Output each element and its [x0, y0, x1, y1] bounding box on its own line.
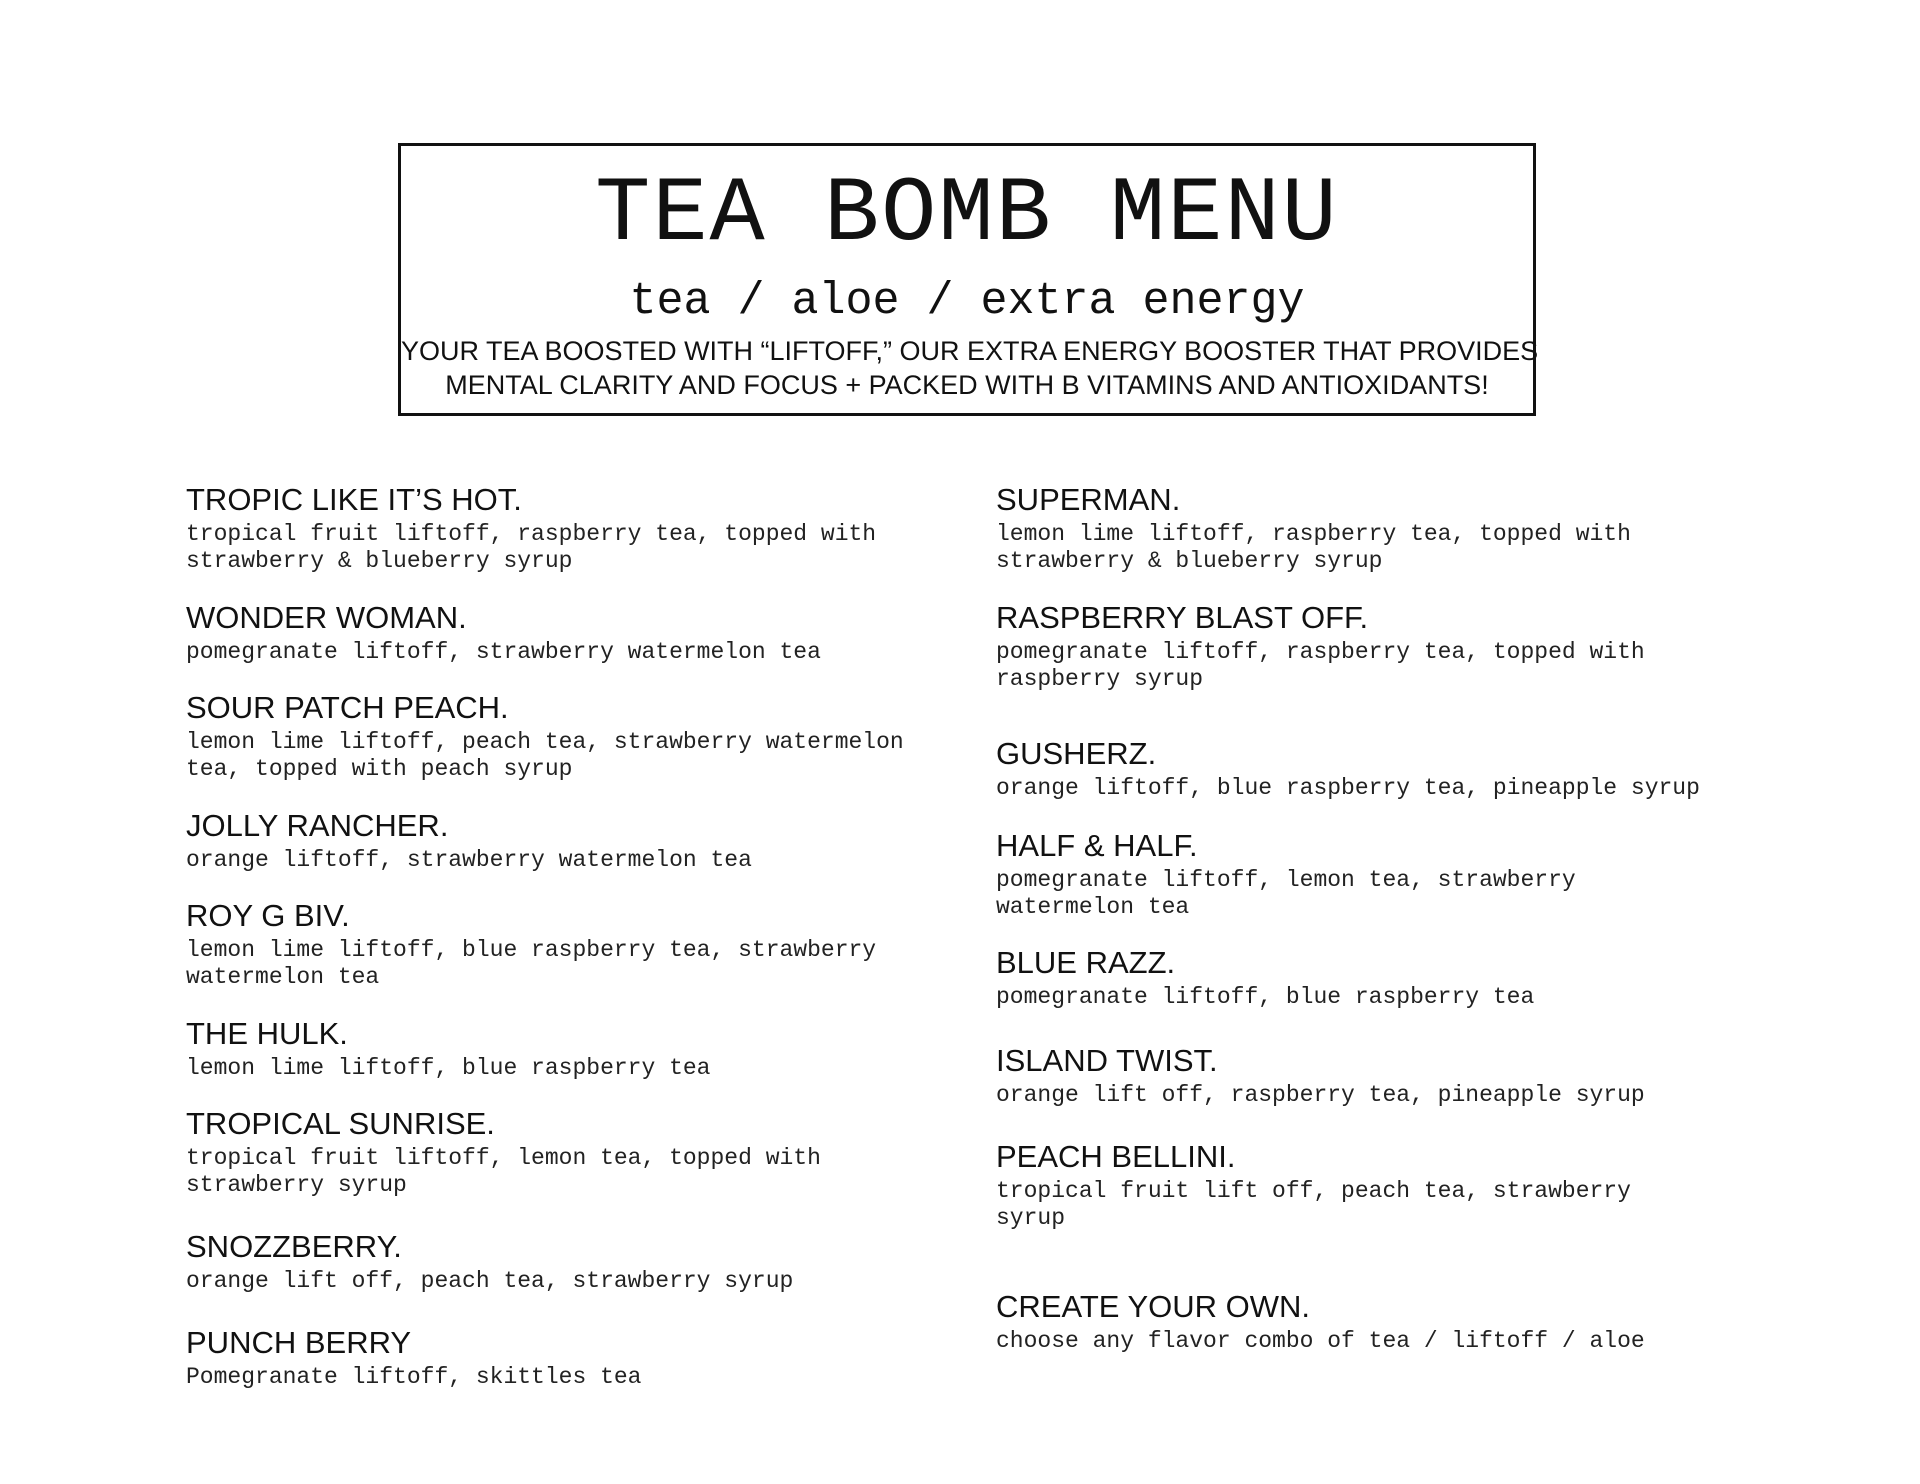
menu-item-name: HALF & HALF. — [996, 828, 1198, 863]
menu-item — [186, 1230, 966, 1295]
description-line: orange liftoff, blue raspberry tea, pineapple syrup — [996, 775, 1700, 801]
description-line: strawberry & blueberry syrup — [996, 548, 1383, 574]
menu-item — [996, 483, 1876, 575]
menu-item — [186, 601, 966, 666]
menu-item-description — [186, 1364, 966, 1391]
menu-item-description — [186, 1145, 966, 1199]
menu-item-name: TROPICAL SUNRISE. — [186, 1106, 495, 1141]
description-line: syrup — [996, 1205, 1066, 1231]
menu-item-description — [186, 847, 966, 874]
menu-item-name: PUNCH BERRY — [186, 1325, 412, 1360]
description-line: tea, topped with peach syrup — [186, 756, 573, 782]
description-line: orange lift off, peach tea, strawberry syrup — [186, 1268, 794, 1294]
description-line: lemon lime liftoff, blue raspberry tea, strawberry — [186, 937, 877, 963]
description-line: Pomegranate liftoff, skittles tea — [186, 1364, 642, 1390]
description-line: raspberry syrup — [996, 666, 1204, 692]
menu-item — [996, 737, 1876, 802]
menu-item-description — [996, 1178, 1876, 1232]
menu-item — [186, 899, 966, 991]
menu-item-name: TROPIC LIKE IT’S HOT. — [186, 482, 522, 517]
menu-item — [186, 809, 966, 874]
tagline-line-2: MENTAL CLARITY AND FOCUS + PACKED WITH B VITAMINS AND ANTIOXIDANTS! — [445, 370, 1489, 400]
description-line: strawberry & blueberry syrup — [186, 548, 573, 574]
tagline-line-1: YOUR TEA BOOSTED WITH “LIFTOFF,” OUR EXTRA ENERGY BOOSTER THAT PROVIDES — [401, 336, 1539, 366]
menu-item-description — [996, 521, 1876, 575]
menu-item — [996, 1140, 1876, 1232]
menu-item — [186, 1017, 966, 1082]
menu-item-name: JOLLY RANCHER. — [186, 808, 449, 843]
menu-item — [186, 483, 966, 575]
menu-item-description — [996, 639, 1876, 693]
menu-item — [996, 829, 1876, 921]
description-line: watermelon tea — [996, 894, 1190, 920]
menu-item-description — [186, 937, 966, 991]
description-line: watermelon tea — [186, 964, 380, 990]
description-line: pomegranate liftoff, blue raspberry tea — [996, 984, 1535, 1010]
menu-item — [996, 601, 1876, 693]
menu-item-name: BLUE RAZZ. — [996, 945, 1176, 980]
menu-item-description — [996, 1082, 1876, 1109]
description-line: tropical fruit lift off, peach tea, strawberry — [996, 1178, 1631, 1204]
menu-item-name: RASPBERRY BLAST OFF. — [996, 600, 1369, 635]
description-line: pomegranate liftoff, lemon tea, strawberry — [996, 867, 1576, 893]
menu-item-name: ISLAND TWIST. — [996, 1043, 1218, 1078]
description-line: orange lift off, raspberry tea, pineapple syrup — [996, 1082, 1645, 1108]
menu-header-box — [398, 143, 1539, 416]
menu-item-description — [186, 1268, 966, 1295]
description-line: lemon lime liftoff, peach tea, strawberry watermelon — [186, 729, 904, 755]
description-line: choose any flavor combo of tea / liftoff / aloe — [996, 1328, 1645, 1354]
menu-item-name: SUPERMAN. — [996, 482, 1181, 517]
description-line: pomegranate liftoff, raspberry tea, topped with — [996, 639, 1645, 665]
menu-item-description — [996, 984, 1876, 1011]
menu-item — [996, 946, 1876, 1011]
menu-item-name: SOUR PATCH PEACH. — [186, 690, 509, 725]
description-line: tropical fruit liftoff, lemon tea, topped with — [186, 1145, 821, 1171]
menu-tagline — [401, 334, 1539, 402]
menu-item-description — [186, 1055, 966, 1082]
menu-item — [186, 691, 966, 783]
description-line: lemon lime liftoff, raspberry tea, topped with — [996, 521, 1631, 547]
description-line: tropical fruit liftoff, raspberry tea, topped with — [186, 521, 877, 547]
menu-item-name: THE HULK. — [186, 1016, 348, 1051]
description-line: lemon lime liftoff, blue raspberry tea — [186, 1055, 711, 1081]
description-line: orange liftoff, strawberry watermelon tea — [186, 847, 752, 873]
menu-item-description — [996, 775, 1876, 802]
menu-item-name: CREATE YOUR OWN. — [996, 1289, 1311, 1324]
description-line: pomegranate liftoff, strawberry watermelon tea — [186, 639, 821, 665]
menu-item-description — [186, 639, 966, 666]
menu-item — [996, 1044, 1876, 1109]
menu-item-description — [186, 729, 966, 783]
menu-item-description — [186, 521, 966, 575]
menu-item-name: GUSHERZ. — [996, 736, 1157, 771]
menu-item — [186, 1326, 966, 1391]
description-line: strawberry syrup — [186, 1172, 407, 1198]
menu-item — [186, 1107, 966, 1199]
menu-item-name: WONDER WOMAN. — [186, 600, 467, 635]
menu-item-name: ROY G BIV. — [186, 898, 350, 933]
menu-subtitle: tea / aloe / extra energy — [629, 276, 1305, 327]
menu-item-description — [996, 867, 1876, 921]
menu-item-description — [996, 1328, 1876, 1355]
menu-item — [996, 1290, 1876, 1355]
menu-title: TEA BOMB MENU — [595, 162, 1339, 267]
menu-item-name: PEACH BELLINI. — [996, 1139, 1236, 1174]
menu-item-name: SNOZZBERRY. — [186, 1229, 402, 1264]
